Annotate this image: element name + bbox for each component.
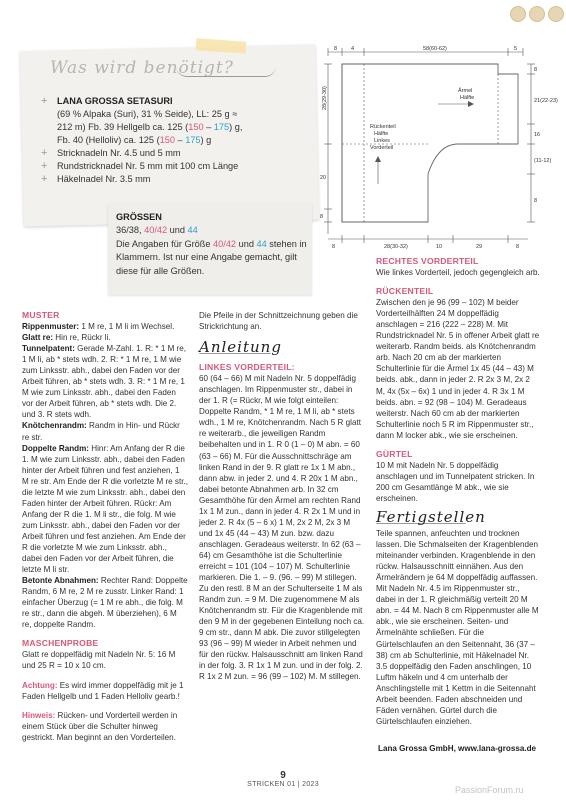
dim-label: 21(22-23) xyxy=(534,98,558,104)
unit: ) g xyxy=(200,135,212,145)
dim-label: 8 xyxy=(334,46,338,52)
definition: Es wird immer doppelfädig mit je 1 Faden Hellgelb und 1 Faden Helloliv gearb.! xyxy=(22,680,184,701)
sizes-values xyxy=(116,224,308,237)
dim-label: 29 xyxy=(476,244,483,250)
dim-label: 8 xyxy=(516,244,520,250)
paragraph xyxy=(22,332,188,343)
paragraph: 60 (64 – 66) M mit Nadeln Nr. 5 doppelfädig anschlagen. Im Rippenmuster str., dabei in der 1. R (= Rückr, M wie folgt einteilen: Doppelte Randm, * 1 M re, 1 M li, ab * stets wdh., 1 M re, Knötchenrandm. Nach 5 R glatt re weiterarb., die jeweiligen Randm beibehalten und in 1. R 0 (1 – 0) M abn. = 60 (63 – 66) M. Für die Ausschnittschräge am linken Rand in der 9. R glatt re 1x 1 M abn., dann abw. in jeder 2. und 4. R 20x 1 M abn., dabei betonte Abnahmen arb. In 32 cm Gesamthöhe für den Ärmel am rechten Rand 1x 1 M zun., dann in jeder 4. R 2x 1 M und in jeder 2. R 4x (5 – 6 x) 1 M, 2x 2 M, 2x 3 M und 1x 45 (44 – 43) M zun. bzw. dazu anschlagen. Geradeaus weiterstr. In 62 (63 – 64) cm Gesamthöhe ist die Schulterlinie erreicht = 101 (104 – 107) M. Schulterlinie markieren. Die 1. – 9. (96. – 99) M stillegen. Zu den restl. 8 M an der Schulterseite 1 M als Randm zun. = 9 M. Die zugenommene M als Knötchenrandm str. Für die Kragenblende mit den 9 M in der gegebenen Einteilung noch ca. 9 cm str., dann M abk. Die zuvor stillgelegten 93 (96 – 99) M wieder in Arbeit nehmen und für den rückw. Halsausschnitt am linken Rand in der folg. 3. R 1x 1 M zun. und in der folg. 2. R 1x 2 M zun. = 96 (99 – 102) M. M stillegen. xyxy=(199,374,365,682)
sizes-card xyxy=(108,203,312,295)
paragraph: Zwischen den je 96 (99 – 102) M beider Vorderteilhälften 24 M doppelfädig anschlagen = 216 (222 – 228) M. Mit Rundstricknadel Nr. 5 in offener Arbeit glatt re weiterarb. Randm beids. als Knötchenrandm arb. Nach 20 cm ab der markierten Schulterlinie für die Ärmel 1x 45 (44 – 43) M beids. abk., dann in jeder 2. R 2x 3 M, 2x 2 M, 4x (5x – 6x) 1 und in jeder 4. R 3x 1 M beids. abn. = 92 (98 – 104) M. Geradeaus weiterstr. Nach 60 cm ab der markierten Schulterlinie noch 5 R im Rippenmuster str., dann M locker abk., wie sie erscheinen. xyxy=(376,298,540,440)
note-part: stehen in Klammern. Ist nur eine Angabe gemacht, gilt diese für alle Größen. xyxy=(116,238,307,276)
paragraph: Wie linkes Vorderteil, jedoch gegengleich arb. xyxy=(376,268,540,278)
size3: 44 xyxy=(187,225,198,236)
dim-label: 58(60-62) xyxy=(423,46,447,52)
paragraph: 10 M mit Nadeln Nr. 5 doppelfädig anschlagen und im Tunnelpatent stricken. In 200 cm Gesamtlänge M abk., wie sie erscheinen. xyxy=(376,460,535,503)
list-item: + Stricknadeln Nr. 4.5 und 5 mm xyxy=(36,147,306,160)
dim-label: 28(30-32) xyxy=(384,244,408,250)
definition: Gerade M-Zahl. 1. R: * 1 M re, 1 M li, ab * stets wdh. 2. R: * 1 M re, 1 M wie zum Linksstr. abh., dabei den Faden vor der Arbeit führen, ab * stets wdh. 3. R: * 1 M re, 1 M wie zum Linksstr. abh., dabei den Faden vor der Arbeit führen, ab * stets wdh. Die 2. und 3. R stets wdh. xyxy=(22,344,187,420)
paragraph: Teile spannen, anfeuchten und trocknen lassen. Die Schmalseiten der Kragenblenden miteinander verbinden. Kragenblende in den rückw. Halsausschnitt einnähen. Aus den Ärmelrändern je 64 M doppelfädig auffassen. Mit Nadeln Nr. 4.5 im Rippenmuster str., dabei in der 1. R gleichmäßig verteilt 20 M abn. = 44 M. Nach 8 cm Rippenmuster alle M abk., wie sie erscheinen. Seiten- und Ärmelnähte schließen. Für die Gürtelschlaufen an den Seitennaht, 36 (37 – 38) cm ab Schulterlinie, mit Häkelnadel Nr. 3.5 doppelfädig den Faden anschlingen, 10 Luftm häkeln und 4 cm unterhalb der Anschlingstelle mit 1 Kettm in die Seitennaht Arbeit beenden. Faden abschneiden und Fäden vernähen. Gürtel durch die Gürtelschlaufen einziehen. xyxy=(376,529,539,726)
materials-list xyxy=(36,95,306,186)
dim-label: 8 xyxy=(534,67,538,73)
size2-value: 150 xyxy=(188,122,204,132)
definition: 1 M re, 1 M li im Wechsel. xyxy=(79,322,175,332)
materials-title: Was wird benötigt? xyxy=(50,58,234,78)
sleeve-label: Hälfte xyxy=(460,95,475,101)
term: Rippenmuster: xyxy=(22,322,80,332)
list-item xyxy=(36,95,306,108)
definition: Randm in Hin- und Rückr re str. xyxy=(22,421,180,442)
term: Achtung: xyxy=(22,680,58,690)
definition: Hinr: Am Anfang der R die 1. M wie zum Linksstr. abh., dabei den Faden hinter der Arbeit führen und fest anziehen, 1 M re str. Am Ende der R die vorletzte M re str., die letzte M wie zum Linksstr. abh., dabei den Faden hinter der Arbeit führen. Rückr: Am Anfang der R die 1. M li str., die folg. M wie zum Linksstr. abh., dabei den Faden vor der Arbeit führen und fest anziehen. Am Ende der R die vorletzte M wie zum Linksstr. abh., dabei den Faden vor der Arbeit führen, die letzte M li str. xyxy=(22,443,188,575)
and: und xyxy=(167,225,188,236)
paragraph: Die Pfeile in der Schnittzeichnung geben die Strickrichtung an. xyxy=(199,311,358,332)
dim-label: 10 xyxy=(436,244,443,250)
dim-label: 8 xyxy=(320,214,324,220)
dash: – xyxy=(203,122,214,132)
dim-label: 20 xyxy=(320,175,327,181)
definition: Hin re, Rückr li. xyxy=(53,333,111,343)
term: Tunnelpatent: xyxy=(22,344,75,354)
size3-value: 175 xyxy=(213,122,230,132)
sizes-title: GRÖSSEN xyxy=(116,212,162,222)
note-part: Die Angaben für Größe xyxy=(116,238,214,249)
dim-label: 5 xyxy=(514,46,518,52)
yarn-details xyxy=(36,108,306,147)
term: Hinweis: xyxy=(22,710,56,720)
paragraph: Glatt re doppelfädig mit Nadeln Nr. 5: 16 M und 25 R = 10 x 10 cm. xyxy=(22,650,176,671)
list-item: + Häkelnadel Nr. 3.5 mm xyxy=(36,173,306,186)
size2-value: 150 xyxy=(159,135,175,145)
yarn-name: LANA GROSSA SETASURI xyxy=(57,96,173,106)
maschenprobe-heading: MASCHENPROBE xyxy=(22,638,99,649)
body-label: Hälfte xyxy=(374,131,389,137)
rueckenteil-heading: RÜCKENTEIL xyxy=(376,286,434,297)
body-label: Vorderteil xyxy=(370,145,394,151)
paragraph xyxy=(22,443,188,576)
column-1 xyxy=(22,310,188,743)
size3: 44 xyxy=(256,238,267,249)
dim-label: 4 xyxy=(351,46,355,52)
paragraph xyxy=(22,420,188,442)
dim-label: 8 xyxy=(534,198,538,204)
muster-heading: MUSTER xyxy=(22,310,60,320)
yarn-ball-icons xyxy=(510,6,564,22)
guertel-heading: GÜRTEL xyxy=(376,448,413,459)
size3-value: 175 xyxy=(185,135,201,145)
dim-label: (11-12) xyxy=(534,158,552,164)
body-label: Rückenteil xyxy=(370,124,396,130)
size1: 36/38, xyxy=(116,225,145,236)
paragraph xyxy=(22,710,188,743)
magazine-footer: STRICKEN 01 | 2023 xyxy=(247,781,319,788)
yarn-color2: Fb. 40 (Helloliv) ca. 125 ( xyxy=(57,135,160,145)
paragraph xyxy=(22,343,188,420)
column-3 xyxy=(376,256,540,727)
size2: 40/42 xyxy=(144,225,168,236)
dim-label: 28(29-30) xyxy=(322,86,328,110)
watermark: PassionForum.ru xyxy=(455,785,524,795)
rechtes-vorderteil-heading: RECHTES VORDERTEIL xyxy=(376,256,479,266)
unit: ) g, xyxy=(229,122,243,132)
yarn-color1: 212 m) Fb. 39 Hellgelb ca. 125 ( xyxy=(57,122,189,132)
fertigstellen-heading: Fertigstellen xyxy=(376,507,486,526)
list-item: + Rundstricknadel Nr. 5 mm mit 100 cm Länge xyxy=(36,160,306,173)
paragraph xyxy=(22,680,188,702)
dim-label: 8 xyxy=(332,244,336,250)
yarn-ball-icon xyxy=(548,6,564,22)
yarn-ball-icon xyxy=(529,6,545,22)
term: Knötchenrandm: xyxy=(22,421,87,431)
body-label: Linkes xyxy=(374,138,390,144)
size2: 40/42 xyxy=(213,238,237,249)
yarn-composition: (69 % Alpaka (Suri), 31 % Seide), LL: 25 g ≈ xyxy=(57,109,238,119)
term: Betonte Abnahmen: xyxy=(22,576,99,586)
term: Doppelte Randm: xyxy=(22,443,89,453)
dash: – xyxy=(174,135,186,145)
paragraph xyxy=(22,575,188,630)
note-part: und xyxy=(236,238,257,249)
paragraph xyxy=(22,321,188,332)
yarn-ball-icon xyxy=(510,6,526,22)
term: Glatt re: xyxy=(22,333,54,343)
page-number: 9 xyxy=(280,770,286,781)
dim-label: 16 xyxy=(534,132,541,138)
sleeve-label: Ärmel xyxy=(458,88,473,94)
definition: Rechter Rand: Doppelte Randm, 6 M re, 2 M re zusstr. Linker Rand: 1 einfacher Überzug (= 1 M re abh., die folg. M re str., dann die abgeh. M überziehen), 6 M re, doppelte Randm. xyxy=(22,576,188,630)
anleitung-heading: Anleitung xyxy=(199,338,282,357)
schematic-diagram xyxy=(318,44,558,252)
company-credit: Lana Grossa GmbH, www.lana-grossa.de xyxy=(378,744,537,753)
title-swash xyxy=(176,66,276,77)
column-2 xyxy=(199,310,365,683)
sizes-note xyxy=(116,238,308,278)
linkes-vorderteil-heading: LINKES VORDERTEIL: xyxy=(199,362,295,373)
definition: Rücken- und Vorderteil werden in einem Stück über die Schulter hinweg gestrickt. Man beginnt an den Vorderteilen. xyxy=(22,710,178,742)
